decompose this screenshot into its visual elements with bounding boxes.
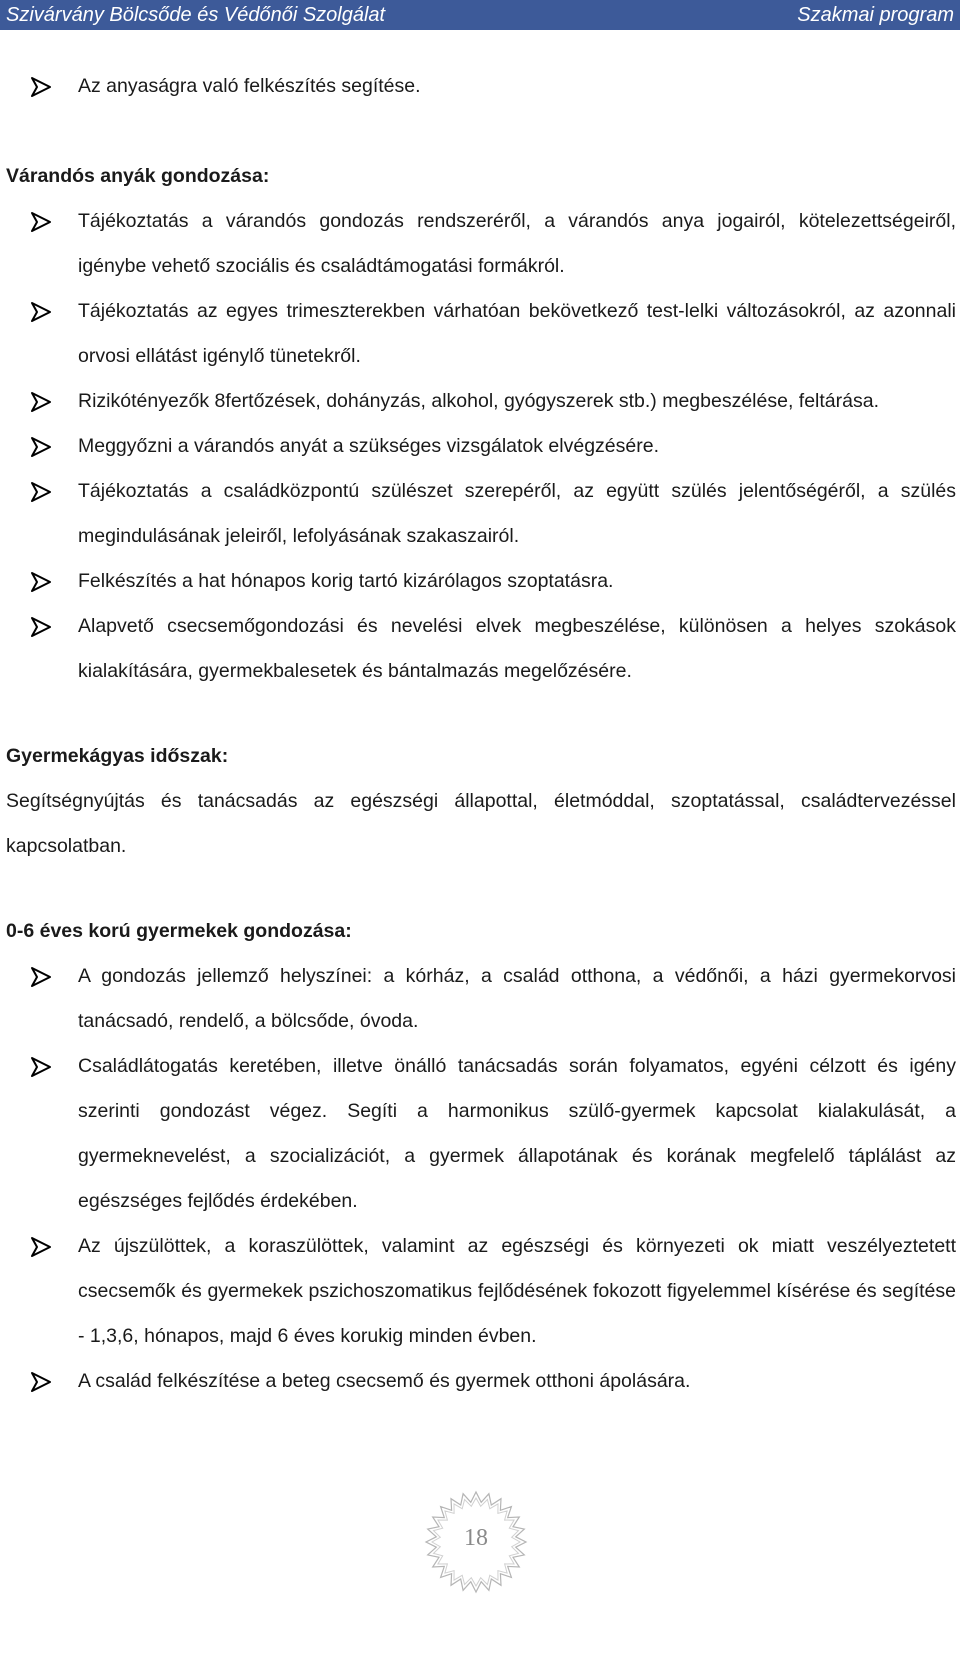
arrow-bullet-icon [30, 211, 52, 233]
list-item [6, 954, 956, 1044]
page-header [0, 0, 960, 30]
list-item-text: Alapvető csecsemőgondozási és nevelési elvek megbeszélése, különösen a helyes szokások kialakítására, gyermekbalesetek és bántalmazás megelőzésére. [78, 615, 956, 682]
list-item [6, 64, 956, 109]
list-item [6, 1044, 956, 1224]
list-item-text: Felkészítés a hat hónapos korig tartó kizárólagos szoptatásra. [78, 570, 614, 592]
arrow-bullet-icon [30, 571, 52, 593]
list-item [6, 289, 956, 379]
list-item [6, 1359, 956, 1404]
list-item-text: A család felkészítése a beteg csecsemő és gyermek otthoni ápolására. [78, 1370, 691, 1392]
arrow-bullet-icon [30, 301, 52, 323]
section-heading: Gyermekágyas időszak: [6, 745, 229, 767]
list-item [6, 199, 956, 289]
list-item-text: Rizikótényezők 8fertőzések, dohányzás, alkohol, gyógyszerek stb.) megbeszélése, feltárása. [78, 390, 879, 412]
arrow-bullet-icon [30, 966, 52, 988]
section-paragraph: Segítségnyújtás és tanácsadás az egészségi állapottal, életmóddal, szoptatással, családtervezéssel kapcsolatban. [6, 790, 956, 857]
list-item [6, 604, 956, 694]
arrow-bullet-icon [30, 481, 52, 503]
list-item [6, 1224, 956, 1359]
arrow-bullet-icon [30, 76, 52, 98]
list-item-text: Tájékoztatás a várandós gondozás rendszeréről, a várandós anya jogairól, kötelezettségeiről, igénybe vehető szociális és családtámogatási formákról. [78, 210, 956, 277]
arrow-bullet-icon [30, 391, 52, 413]
list-item-text: Családlátogatás keretében, illetve önálló tanácsadás során folyamatos, egyéni célzott és igény szerinti gondozást végez. Segíti a harmonikus szülő-gyermek kapcsolat kialakulását, a gyermeknevelést, a szocializációt, a gyermek állapotának és korának megfelelő táplálást az egészséges fejlődés érdekében. [78, 1055, 956, 1212]
header-right-title: Szakmai program [797, 3, 954, 26]
list-item-text: Tájékoztatás a családközpontú szülészet szerepéről, az együtt szülés jelentőségéről, a szülés megindulásának jeleiről, lefolyásának szakaszairól. [78, 480, 956, 547]
arrow-bullet-icon [30, 436, 52, 458]
list-item-text: Az anyaságra való felkészítés segítése. [78, 75, 421, 97]
arrow-bullet-icon [30, 1371, 52, 1393]
arrow-bullet-icon [30, 1056, 52, 1078]
list-item [6, 559, 956, 604]
list-item-text: Az újszülöttek, a koraszülöttek, valamint az egészségi és környezeti ok miatt veszélyeztetett csecsemők és gyermekek pszichoszomatikus fejlődésének fokozott figyelemmel kísérése és segítése - 1,3,6, hónapos, majd 6 éves korukig minden évben. [78, 1235, 956, 1347]
section-heading: 0-6 éves korú gyermekek gondozása: [6, 920, 352, 942]
list-item [6, 469, 956, 559]
list-item-text: Meggyőzni a várandós anyát a szükséges vizsgálatok elvégzésére. [78, 435, 659, 457]
arrow-bullet-icon [30, 616, 52, 638]
section-heading: Várandós anyák gondozása: [6, 165, 270, 187]
document-body [6, 64, 956, 1404]
header-left-title: Szivárvány Bölcsőde és Védőnői Szolgálat [6, 3, 386, 26]
arrow-bullet-icon [30, 1236, 52, 1258]
list-item [6, 379, 956, 424]
list-item-text: Tájékoztatás az egyes trimeszterekben várhatóan bekövetkező test-lelki változásokról, az azonnali orvosi ellátást igénylő tünetekről. [78, 300, 956, 367]
list-item-text: A gondozás jellemző helyszínei: a kórház, a család otthona, a védőnői, a házi gyermekorvosi tanácsadó, rendelő, a bölcsőde, óvoda. [78, 965, 956, 1032]
page-number: 18 [464, 1525, 488, 1551]
list-item [6, 424, 956, 469]
